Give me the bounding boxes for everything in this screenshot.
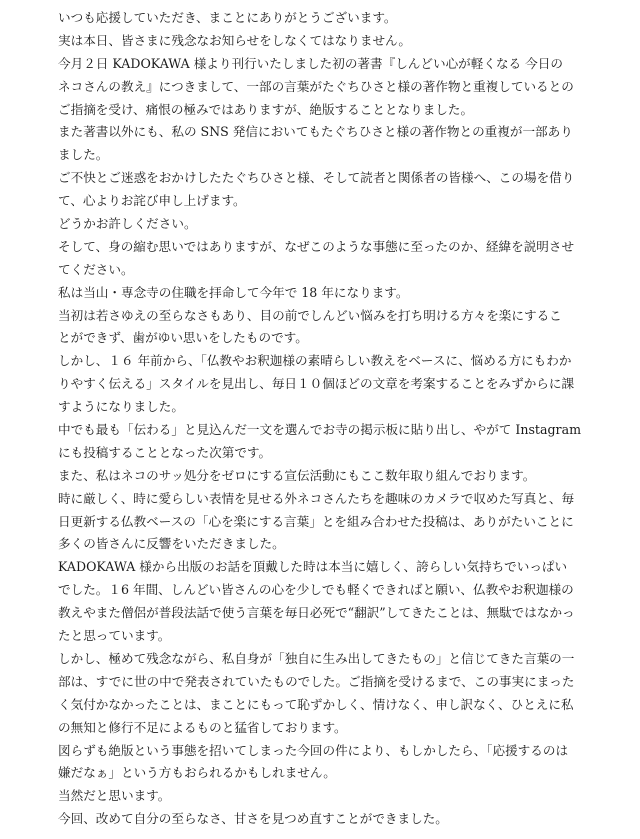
text-line: てください。 xyxy=(58,261,134,277)
text-line: 図らずも絶版という事態を招いてしまった今回の件により、もしかしたら、「応援するのは xyxy=(58,742,569,758)
text-line: ご指摘を受け、痛恨の極みではありますが、絶版することとなりました。 xyxy=(58,101,474,117)
text-line: そして、身の縮む思いではありますが、なぜこのような事態に至ったのか、経緯を説明させ xyxy=(58,238,575,254)
text-line: 部は、すでに世の中で発表されていたものでした。ご指摘を受けるまで、この事実にまった xyxy=(58,673,575,689)
text-line: すようになりました。 xyxy=(58,399,184,415)
text-line: ご不快とご迷惑をおかけしたたぐちひさと様、そして読者と関係者の皆様へ、この場を借り xyxy=(58,170,575,186)
text-line: 中でも最も「伝わる」と見込んだ一文を選んでお寺の掲示板に貼り出し、やがて Instagram xyxy=(58,422,582,438)
text-line: て、心よりお詫び申し上げます。 xyxy=(58,193,246,209)
text-line: また、私はネコのサッ処分をゼロにする宣伝活動にもここ数年取り組んでおります。 xyxy=(58,467,536,483)
text-line: 時に厳しく、時に愛らしい表情を見せる外ネコさんたちを趣味のカメラで収めた写真と、毎 xyxy=(58,490,575,506)
text-line: どうかお許しください。 xyxy=(58,216,197,232)
text-line: く気付かなかったことは、まことにもって恥ずかしく、情けなく、申し訳なく、ひとえに私 xyxy=(58,696,574,712)
text-line: りやすく伝える」スタイルを見出し、毎日１０個ほどの文章を考案することをみずからに課 xyxy=(58,376,575,392)
text-line: 私は当山・専念寺の住職を拝命して今年で 18 年になります。 xyxy=(58,284,409,300)
text-line: 嫌だなぁ」という方もおられるかもしれません。 xyxy=(58,765,336,781)
text-line: とができず、歯がゆい思いをしたものです。 xyxy=(58,330,308,346)
text-line: 当初は若さゆえの至らなさもあり、目の前でしんどい悩みを打ち明ける方々を楽にするこ xyxy=(58,307,562,323)
text-line: 当然だと思います。 xyxy=(58,788,171,804)
text-line: 日更新する仏教ベースの「心を楽にする言葉」とを組み合わせた投稿は、ありがたいことに xyxy=(58,513,574,529)
text-line: いつも応援していただき、まことにありがとうございます。 xyxy=(58,10,397,25)
text-line: しかし、極めて残念ながら、私自身が「独自に生み出してきたもの」と信じてきた言葉の一 xyxy=(58,650,575,666)
text-line: 今月２日 KADOKAWA 様より刊行いたしました初の著書『しんどい心が軽くなる 今日の xyxy=(58,55,563,71)
text-line: にも投稿することとなった次第です。 xyxy=(58,444,272,460)
text-line: KADOKAWA 様から出版のお話を頂戴した時は本当に嬉しく、誇らしい気持ちでいっぱい xyxy=(58,559,568,575)
text-line: また著書以外にも、私の SNS 発信においてもたぐちひさと様の著作物との重複が一部あり xyxy=(58,124,573,140)
text-line: 実は本日、皆さまに残念なお知らせをしなくてはなりません。 xyxy=(58,32,412,48)
text-line: 今回、改めて自分の至らなさ、甘さを見つめ直すことができました。 xyxy=(58,811,448,827)
text-line: 教えやまた僧侶が普段法話で使う言葉を毎日必死で“翻訳”してきたことは、無駄ではなかっ xyxy=(58,605,575,621)
text-line: たと思っています。 xyxy=(58,628,171,644)
text-line: 多くの皆さんに反響をいただきました。 xyxy=(58,536,285,552)
text-line: しかし、１６ 年前から、「仏教やお釈迦様の素晴らしい教えをベースに、悩める方にもわか xyxy=(58,353,572,369)
text-line: の無知と修行不足によるものと猛省しております。 xyxy=(58,719,347,735)
text-line: でした。１6 年間、しんどい皆さんの心を少しでも軽くできればと願い、仏教やお釈迦様の xyxy=(58,582,574,598)
text-line: ネコさんの教え』につきまして、一部の言葉がたぐちひさと様の著作物と重複しているとの xyxy=(58,78,574,94)
text-line: ました。 xyxy=(58,147,109,163)
